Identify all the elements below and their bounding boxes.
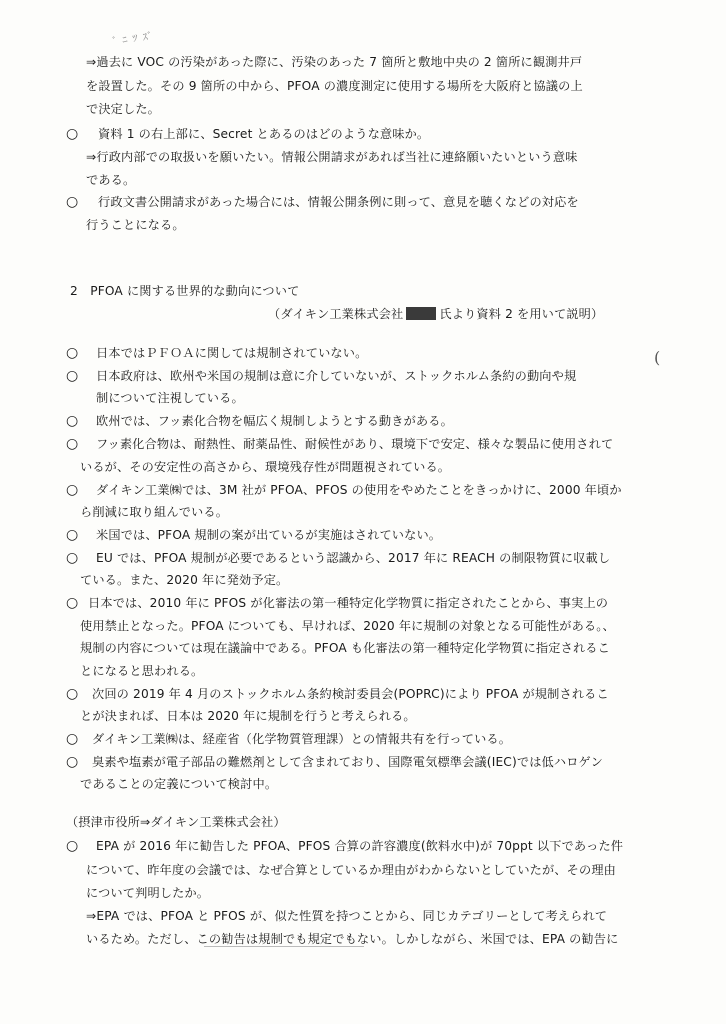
bullet-icon: ○ xyxy=(66,754,79,770)
bullet-text: 臭素や塩素が電子部品の難燃剤として含まれており、国際電気標準会議(IEC)では低ハロゲン xyxy=(92,755,603,769)
answer-line: ⇒行政内部での取扱いを願いたい。情報公開請求があれば当社に連絡願いたいという意味 xyxy=(86,150,578,164)
section-heading: 2 PFOA に関する世界的な動向について xyxy=(70,284,300,298)
bullet-text: とが決まれば、日本は 2020 年に規制を行うと考えられる。 xyxy=(80,709,416,723)
bullet-text: いるが、その安定性の高さから、環境残存性が問題視されている。 xyxy=(80,460,451,474)
answer-line: ⇒過去に VOC の汚染があった際に、汚染のあった 7 箇所と敷地中央の 2 箇所に観測井戸 xyxy=(86,55,583,69)
bullet-icon: ○ xyxy=(66,550,79,566)
answer-line: いるため。ただし、この勧告は規制でも規定でもない。しかしながら、米国では、EPA の勧告に xyxy=(86,932,619,946)
bullet-text: フッ素化合物は、耐熱性、耐薬品性、耐候性があり、環境下で安定、様々な製品に使用されて xyxy=(96,437,614,451)
bullet-text: ら削減に取り組んでいる。 xyxy=(80,505,229,519)
bullet-text: 日本ではＰＦＯＡに関しては規制されていない。 xyxy=(96,346,368,360)
answer-line: を設置した。その 9 箇所の中から、PFOA の濃度測定に使用する場所を大阪府と協議の上 xyxy=(86,79,583,93)
handwritten-scribble: ﾞ ﾆ ﾂ ｽﾞ xyxy=(111,31,155,48)
bullet-text: であることの定義について検討中。 xyxy=(80,777,278,791)
redaction-block xyxy=(406,307,436,320)
bullet-text: EU では、PFOA 規制が必要であるという認識から、2017 年に REACH の制限物質に収載し xyxy=(96,551,611,565)
bullet-icon: ○ xyxy=(66,686,79,702)
presenter-before: （ダイキン工業株式会社 xyxy=(268,307,404,321)
bullet-icon: ○ xyxy=(66,126,79,142)
question-line: EPA が 2016 年に勧告した PFOA、PFOS 合算の許容濃度(飲料水中)が 70ppt 以下であった件 xyxy=(96,839,624,853)
bullet-text: ダイキン工業㈱では、3M 社が PFOA、PFOS の使用をやめたことをきっかけに、2000 年頃か xyxy=(96,483,622,497)
question-line: について判明したか。 xyxy=(86,886,210,900)
bullet-text: ダイキン工業㈱は、経産省（化学物質管理課）との情報共有を行っている。 xyxy=(92,732,512,746)
bullet-icon: ○ xyxy=(66,482,79,498)
bullet-icon: ○ xyxy=(66,731,79,747)
note-line: 行政文書公開請求があった場合には、情報公開条例に則って、意見を聴くなどの対応を xyxy=(98,195,579,209)
bullet-text: 制について注視している。 xyxy=(96,391,244,405)
answer-line: ⇒EPA では、PFOA と PFOS が、似た性質を持つことから、同じカテゴリーとして考えられて xyxy=(86,909,608,923)
answer-line: で決定した。 xyxy=(86,102,161,116)
bullet-icon: ○ xyxy=(66,413,79,429)
bullet-icon: ○ xyxy=(66,595,79,611)
note-line: 行うことになる。 xyxy=(86,218,185,232)
margin-mark: ( xyxy=(654,348,661,367)
bullet-icon: ○ xyxy=(66,436,79,452)
bullet-icon: ○ xyxy=(66,345,79,361)
presenter-after: 氏より資料 2 を用いて説明） xyxy=(439,307,604,321)
bullet-icon: ○ xyxy=(66,527,79,543)
bullet-text: 欧州では、フッ素化合物を幅広く規制しようとする動きがある。 xyxy=(96,414,453,428)
presenter-note xyxy=(268,306,603,323)
bullet-icon: ○ xyxy=(66,368,79,384)
bullet-text: 日本政府は、欧州や米国の規制は意に介していないが、ストックホルム条約の動向や規 xyxy=(96,369,577,383)
question-line: 資料 1 の右上部に、Secret とあるのはどのような意味か。 xyxy=(98,127,430,141)
scan-underline xyxy=(204,946,364,947)
bullet-text: 米国では、PFOA 規制の案が出ているが実施はされていない。 xyxy=(96,528,442,542)
answer-line: である。 xyxy=(86,173,136,187)
bullet-text: 日本では、2010 年に PFOS が化審法の第一種特定化学物質に指定されたことから、事実上の xyxy=(88,596,609,610)
bullet-text: 使用禁止となった。PFOA についても、早ければ、2020 年に規制の対象となる可能性がある。、 xyxy=(80,619,615,633)
bullet-text: 規制の内容については現在議論中である。PFOA も化審法の第一種特定化学物質に指定されるこ xyxy=(80,641,610,655)
subsection-heading: （摂津市役所⇒ダイキン工業株式会社） xyxy=(66,815,286,829)
question-line: について、昨年度の会議では、なぜ合算としているか理由がわからないとしていたが、その理由 xyxy=(86,863,617,877)
bullet-icon: ○ xyxy=(66,838,79,854)
bullet-text: 次回の 2019 年 4 月のストックホルム条約検討委員会(POPRC)により PFOA が規制されるこ xyxy=(92,687,609,701)
bullet-text: とになると思われる。 xyxy=(80,664,204,678)
bullet-icon: ○ xyxy=(66,194,79,210)
bullet-text: ている。また、2020 年に発効予定。 xyxy=(80,573,289,587)
